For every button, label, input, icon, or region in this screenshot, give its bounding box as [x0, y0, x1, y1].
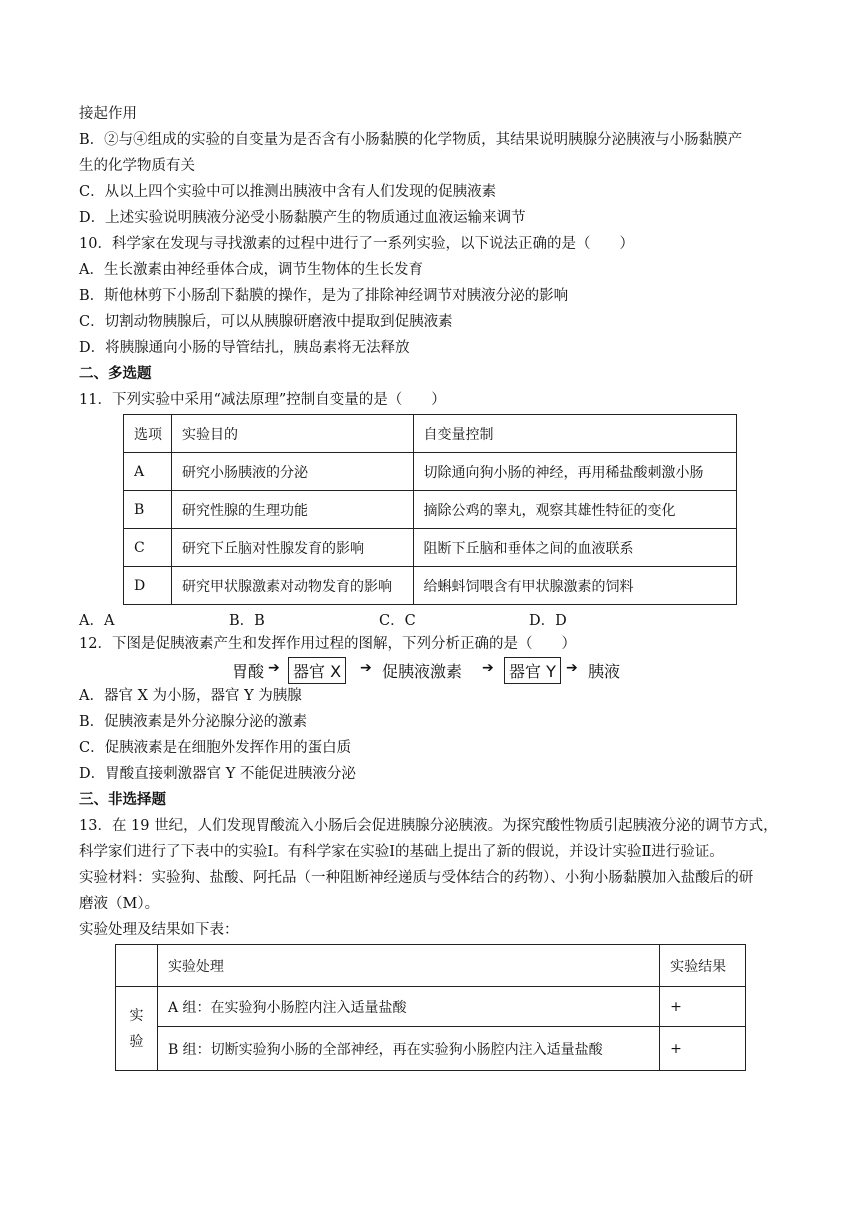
table-header-cell [116, 945, 158, 987]
table-cell: C [124, 529, 172, 567]
experiment-materials: 实验材料：实验狗、盐酸、阿托品（一种阻断神经递质与受体结合的药物）、小狗小肠黏膜加入盐酸后的研 [79, 870, 754, 886]
question-12: 12．下图是促胰液素产生和发挥作用过程的图解，下列分析正确的是（ ） [79, 636, 576, 652]
table-header-cell: 实验目的 [171, 415, 413, 453]
section-heading-multi-choice: 二、多选题 [79, 365, 152, 382]
flow-arrow-icon: ➔ [566, 660, 578, 676]
flow-node-pancreatic-juice: 胰液 [588, 662, 621, 681]
table-row [116, 1027, 746, 1071]
text-line: 科学家们进行了下表中的实验Ⅰ。有科学家在实验Ⅰ的基础上提出了新的假说，并设计实验Ⅱ进行验证。 [79, 844, 724, 860]
question-13-table [115, 944, 746, 1071]
question-11-table [123, 414, 737, 605]
option-d-q11: D．D [529, 613, 567, 629]
flow-arrow-icon: ➔ [482, 660, 494, 676]
option-a-q12: A．器官 X 为小肠，器官 Y 为胰腺 [79, 688, 302, 704]
table-cell: 研究小肠胰液的分泌 [171, 453, 413, 491]
question-11: 11．下列实验中采用“减法原理”控制自变量的是（ ） [79, 392, 446, 408]
table-cell: 研究下丘脑对性腺发育的影响 [171, 529, 413, 567]
table-cell: B 组：切断实验狗小肠的全部神经，再在实验狗小肠腔内注入适量盐酸 [157, 1027, 659, 1071]
table-header-cell: 选项 [124, 415, 172, 453]
table-header-cell: 实验结果 [660, 945, 746, 987]
option-c-q9: C．从以上四个实验中可以推测出胰液中含有人们发现的促胰液素 [79, 184, 497, 200]
option-c-q10: C．切割动物胰腺后，可以从胰腺研磨液中提取到促胰液素 [79, 314, 453, 330]
option-d-q9: D．上述实验说明胰液分泌受小肠黏膜产生的物质通过血液运输来调节 [79, 210, 526, 226]
option-c-q11: C．C [379, 613, 416, 629]
table-cell: 阻断下丘脑和垂体之间的血液联系 [413, 529, 736, 567]
table-cell: D [124, 567, 172, 605]
flow-node-secretin: 促胰液激素 [382, 662, 463, 681]
flow-node-organ-y: 器官 Y [504, 657, 561, 684]
option-a-q11: A．A [79, 613, 115, 629]
table-header-row [124, 415, 737, 453]
text-line: 磨液（M）。 [79, 896, 160, 912]
text-line: 生的化学物质有关 [79, 158, 195, 174]
table-row [116, 987, 746, 1027]
table-cell: A 组：在实验狗小肠腔内注入适量盐酸 [157, 987, 659, 1027]
table-cell: B [124, 491, 172, 529]
table-header-cell: 自变量控制 [413, 415, 736, 453]
table-header-cell: 实验处理 [157, 945, 659, 987]
flow-node-gastric-acid: 胃酸 [232, 662, 265, 681]
option-b-q11: B．B [229, 613, 265, 629]
table-cell: 研究性腺的生理功能 [171, 491, 413, 529]
table-cell: 研究甲状腺激素对动物发育的影响 [171, 567, 413, 605]
section-heading-non-choice: 三、非选择题 [79, 791, 166, 808]
table-cell: A [124, 453, 172, 491]
group-label-char: 实 [129, 1007, 144, 1024]
option-a-q10: A．生长激素由神经垂体合成，调节生物体的生长发育 [79, 262, 423, 278]
flow-arrow-icon: ➔ [360, 660, 372, 676]
flow-arrow-icon: ➔ [268, 660, 280, 676]
table-cell: 给蝌蚪饲喂含有甲状腺激素的饲料 [413, 567, 736, 605]
option-b-q10: B．斯他林剪下小肠刮下黏膜的操作，是为了排除神经调节对胰液分泌的影响 [79, 288, 569, 304]
table-row [124, 453, 737, 491]
option-d-q12: D．胃酸直接刺激器官 Y 不能促进胰液分泌 [79, 766, 356, 782]
group-label-char: 验 [129, 1033, 144, 1050]
table-cell: 摘除公鸡的睾丸，观察其雄性特征的变化 [413, 491, 736, 529]
text-line: 接起作用 [79, 106, 137, 122]
question-10: 10．科学家在发现与寻找激素的过程中进行了一系列实验，以下说法正确的是（ ） [79, 236, 634, 252]
table-header-row [116, 945, 746, 987]
option-b-q12: B．促胰液素是外分泌腺分泌的激素 [79, 714, 308, 730]
question-13: 13．在 19 世纪，人们发现胃酸流入小肠后会促进胰腺分泌胰液。为探究酸性物质引起胰液分泌的调节方式， [79, 818, 778, 834]
table-cell: 切除通向狗小肠的神经，再用稀盐酸刺激小肠 [413, 453, 736, 491]
option-d-q10: D．将胰腺通向小肠的导管结扎，胰岛素将无法释放 [79, 340, 410, 356]
table-cell: + [660, 987, 746, 1027]
option-c-q12: C．促胰液素是在细胞外发挥作用的蛋白质 [79, 740, 352, 756]
experiment-group-label [116, 987, 158, 1071]
table-row [124, 529, 737, 567]
option-b-q9: B．②与④组成的实验的自变量为是否含有小肠黏膜的化学物质，其结果说明胰腺分泌胰液与小肠黏膜产 [79, 132, 743, 148]
experiment-intro: 实验处理及结果如下表： [79, 922, 239, 938]
table-row [124, 567, 737, 605]
table-cell: + [660, 1027, 746, 1071]
table-row [124, 491, 737, 529]
flow-node-organ-x: 器官 X [288, 657, 346, 684]
